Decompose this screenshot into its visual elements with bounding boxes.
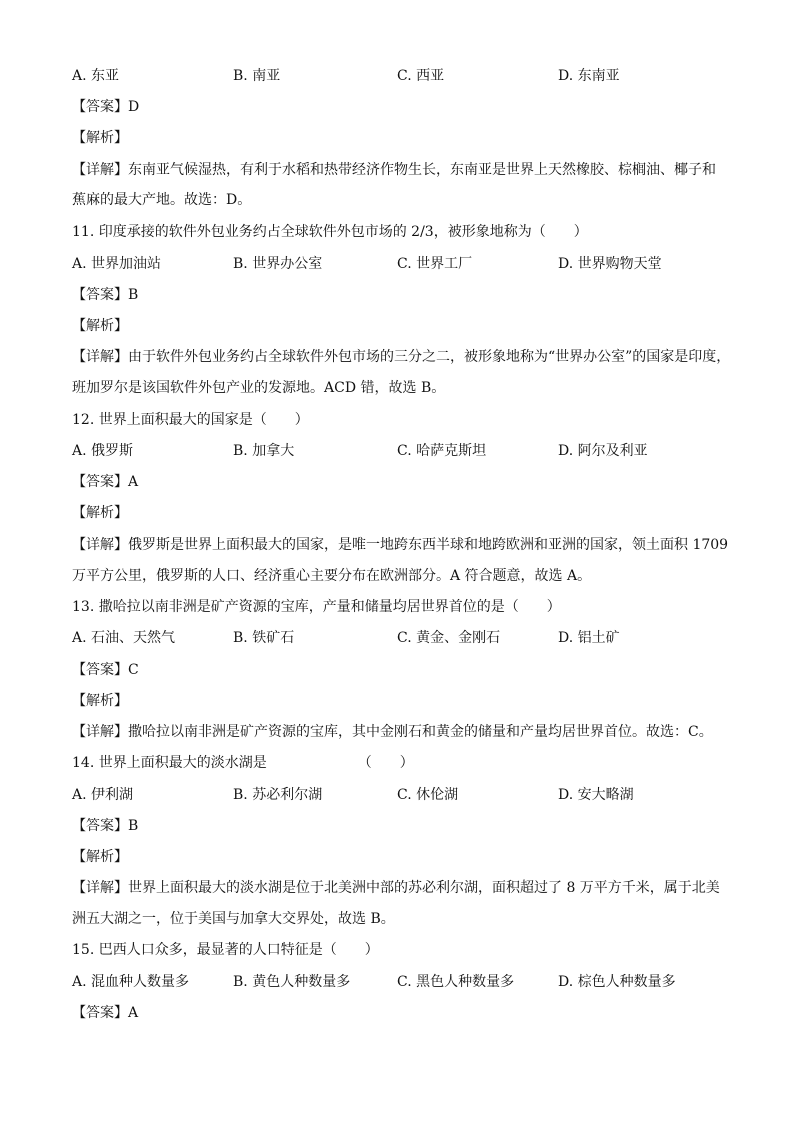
q13-option-d[interactable]: D. 铝土矿 [558, 630, 620, 646]
q13-option-a[interactable]: A. 石油、天然气 [72, 630, 176, 646]
q12-option-d[interactable]: D. 阿尔及利亚 [558, 443, 648, 459]
q13-question: 13. 撒哈拉以南非洲是矿产资源的宝库，产量和储量均居世界首位的是（ ） [72, 599, 561, 615]
q11-option-b[interactable]: B. 世界办公室 [233, 256, 323, 272]
q12-analysis-label: 【解析】 [72, 505, 128, 521]
q15-option-b[interactable]: B. 黄色人种数量多 [233, 974, 351, 990]
q14-option-d[interactable]: D. 安大略湖 [558, 787, 634, 803]
q10-analysis-label: 【解析】 [72, 130, 128, 146]
q13-option-b[interactable]: B. 铁矿石 [233, 630, 295, 646]
q14-question: 14. 世界上面积最大的淡水湖是 （ ） [72, 755, 414, 771]
q15-option-d[interactable]: D. 棕色人种数量多 [558, 974, 676, 990]
q12-option-b[interactable]: B. 加拿大 [233, 443, 295, 459]
q12-detail-line2: 万平方公里，俄罗斯的人口、经济重心主要分布在欧洲部分。A 符合题意，故选 A。 [72, 568, 592, 584]
q10-option-a[interactable]: A. 东亚 [72, 68, 120, 84]
q14-detail-line2: 洲五大湖之一，位于美国与加拿大交界处，故选 B。 [72, 911, 395, 927]
q11-answer: 【答案】B [72, 287, 139, 303]
q13-option-c[interactable]: C. 黄金、金刚石 [397, 630, 501, 646]
q13-answer: 【答案】C [72, 662, 139, 678]
q14-answer: 【答案】B [72, 818, 139, 834]
q11-option-d[interactable]: D. 世界购物天堂 [558, 256, 662, 272]
q10-option-d[interactable]: D. 东南亚 [558, 68, 620, 84]
q12-option-a[interactable]: A. 俄罗斯 [72, 443, 134, 459]
q12-question: 12. 世界上面积最大的国家是（ ） [72, 412, 309, 428]
q10-detail-line2: 蕉麻的最大产地。故选：D。 [72, 192, 252, 208]
q15-question: 15. 巴西人口众多，最显著的人口特征是（ ） [72, 942, 379, 958]
q11-analysis-label: 【解析】 [72, 318, 128, 334]
q10-option-c[interactable]: C. 西亚 [397, 68, 445, 84]
q11-detail-line1: 【详解】由于软件外包业务约占全球软件外包市场的三分之二，被形象地称为“世界办公室”的国家是印度， [72, 349, 731, 365]
q10-option-b[interactable]: B. 南亚 [233, 68, 281, 84]
q11-option-c[interactable]: C. 世界工厂 [397, 256, 473, 272]
q10-answer: 【答案】D [72, 99, 140, 115]
q11-detail-line2: 班加罗尔是该国软件外包产业的发源地。ACD 错，故选 B。 [72, 380, 446, 396]
q15-option-a[interactable]: A. 混血种人数量多 [72, 974, 190, 990]
q11-question: 11. 印度承接的软件外包业务约占全球软件外包市场的 2/3，被形象地称为（ ） [72, 224, 588, 240]
q12-answer: 【答案】A [72, 474, 139, 490]
q11-option-a[interactable]: A. 世界加油站 [72, 256, 162, 272]
q12-detail-line1: 【详解】俄罗斯是世界上面积最大的国家，是唯一地跨东西半球和地跨欧洲和亚洲的国家，领土面积 1709 [72, 537, 729, 553]
q13-analysis-label: 【解析】 [72, 693, 128, 709]
q14-option-b[interactable]: B. 苏必利尔湖 [233, 787, 323, 803]
q12-option-c[interactable]: C. 哈萨克斯坦 [397, 443, 487, 459]
q10-detail-line1: 【详解】东南亚气候湿热，有利于水稻和热带经济作物生长，东南亚是世界上天然橡胶、棕榈油、椰子和 [72, 162, 716, 178]
q14-option-c[interactable]: C. 休伦湖 [397, 787, 459, 803]
q14-detail-line1: 【详解】世界上面积最大的淡水湖是位于北美洲中部的苏必利尔湖，面积超过了 8 万平方千米，属于北美 [72, 880, 720, 896]
q13-detail-line1: 【详解】撒哈拉以南非洲是矿产资源的宝库，其中金刚石和黄金的储量和产量均居世界首位。故选：C。 [72, 724, 713, 740]
q14-option-a[interactable]: A. 伊利湖 [72, 787, 134, 803]
q15-option-c[interactable]: C. 黑色人种数量多 [397, 974, 515, 990]
q15-answer: 【答案】A [72, 1005, 139, 1021]
q14-analysis-label: 【解析】 [72, 849, 128, 865]
